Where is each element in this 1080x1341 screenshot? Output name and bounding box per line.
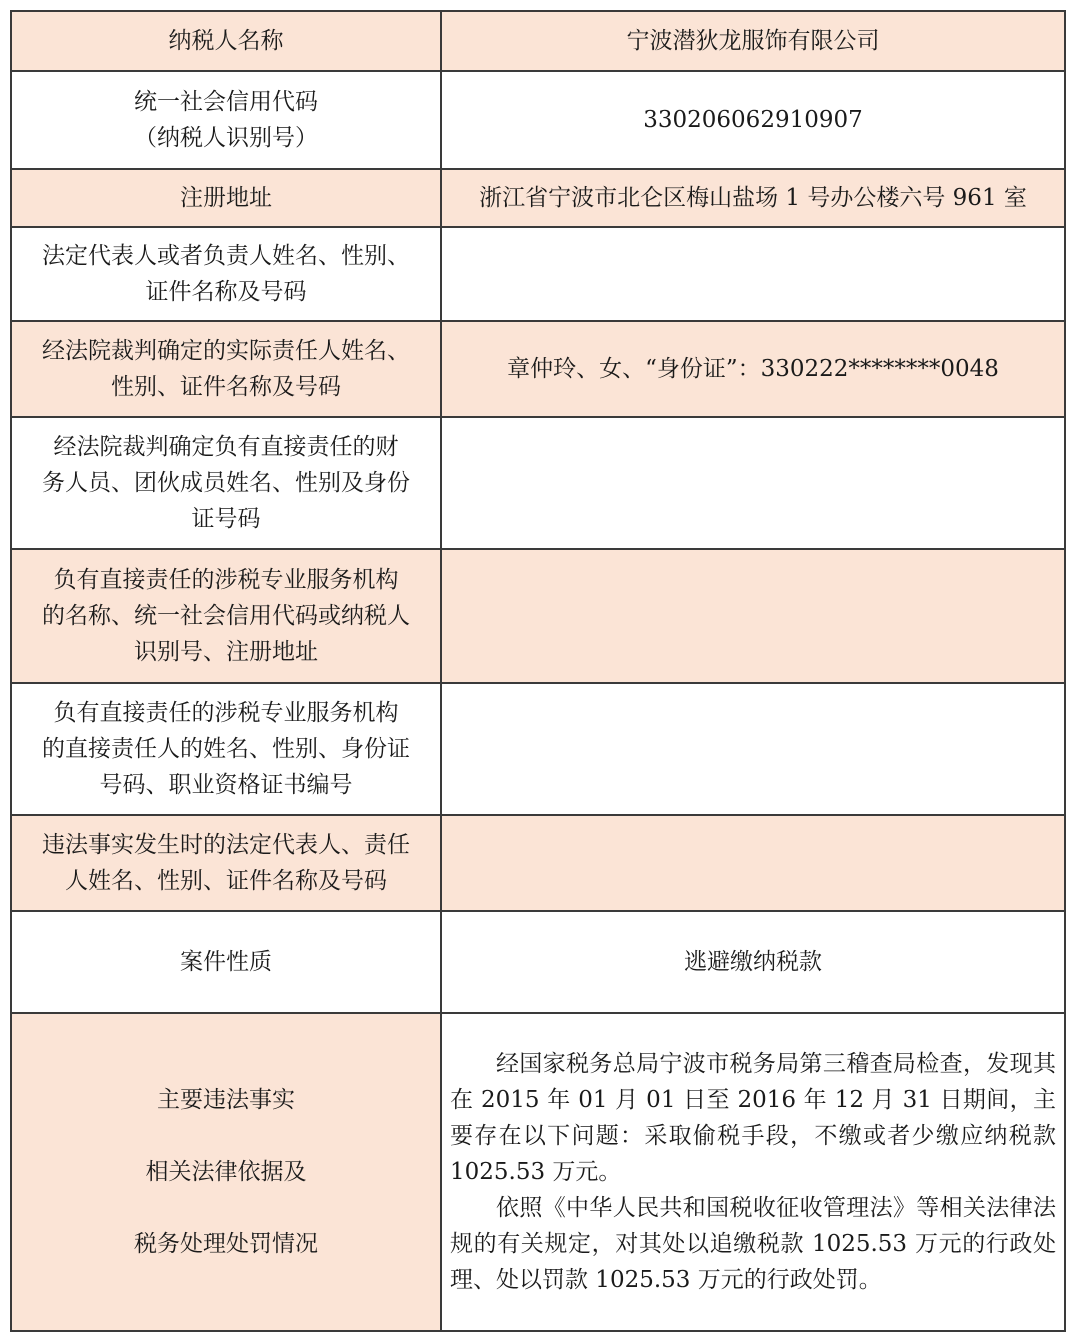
row-case-nature [11, 911, 1065, 1013]
value-main-facts [441, 1013, 1065, 1331]
row-violation-time-representative [11, 815, 1065, 911]
label-main-facts [11, 1013, 441, 1331]
value-agency-responsible-person [441, 683, 1065, 815]
label-agency-responsible-person: 负有直接责任的涉税专业服务机构 的直接责任人的姓名、性别、身份证 号码、职业资格证书编号 [11, 683, 441, 815]
label-violation-time-representative: 违法事实发生时的法定代表人、责任 人姓名、性别、证件名称及号码 [11, 815, 441, 911]
row-agency-responsible-person [11, 683, 1065, 815]
label-legal-representative: 法定代表人或者负责人姓名、性别、 证件名称及号码 [11, 227, 441, 321]
value-case-nature: 逃避缴纳税款 [441, 911, 1065, 1013]
facts-label-line3: 税务处理处罚情况 [134, 1231, 318, 1257]
facts-label-line1: 主要违法事实 [157, 1087, 295, 1113]
value-taxpayer-name: 宁波潜狄龙服饰有限公司 [441, 11, 1065, 71]
value-finance-personnel [441, 417, 1065, 549]
value-credit-code: 330206062910907 [441, 71, 1065, 169]
row-service-agency [11, 549, 1065, 683]
row-finance-personnel [11, 417, 1065, 549]
facts-paragraph-2: 依照《中华人民共和国税收征收管理法》等相关法律法规的有关规定，对其处以追缴税款 1025.53 万元的行政处理、处以罚款 1025.53 万元的行政处罚。 [450, 1195, 1056, 1293]
value-actual-responsible-person: 章仲玲、女、“身份证”：330222********0048 [441, 321, 1065, 417]
value-registered-address: 浙江省宁波市北仑区梅山盐场 1 号办公楼六号 961 室 [441, 169, 1065, 227]
facts-paragraph-1: 经国家税务总局宁波市税务局第三稽查局检查，发现其在 2015 年 01 月 01 日至 2016 年 12 月 31 日期间，主要存在以下问题：采取偷税手段，不缴或者少缴应纳税款 1025.53 万元。 [450, 1051, 1056, 1185]
label-registered-address: 注册地址 [11, 169, 441, 227]
label-actual-responsible-person: 经法院裁判确定的实际责任人姓名、 性别、证件名称及号码 [11, 321, 441, 417]
label-taxpayer-name: 纳税人名称 [11, 11, 441, 71]
label-credit-code: 统一社会信用代码 （纳税人识别号） [11, 71, 441, 169]
label-service-agency: 负有直接责任的涉税专业服务机构 的名称、统一社会信用代码或纳税人 识别号、注册地址 [11, 549, 441, 683]
row-taxpayer-name [11, 11, 1065, 71]
label-finance-personnel: 经法院裁判确定负有直接责任的财 务人员、团伙成员姓名、性别及身份 证号码 [11, 417, 441, 549]
row-credit-code [11, 71, 1065, 169]
label-case-nature: 案件性质 [11, 911, 441, 1013]
row-legal-representative [11, 227, 1065, 321]
facts-label-line2: 相关法律依据及 [145, 1159, 307, 1185]
value-violation-time-representative [441, 815, 1065, 911]
row-actual-responsible-person [11, 321, 1065, 417]
row-registered-address [11, 169, 1065, 227]
value-legal-representative [441, 227, 1065, 321]
row-main-facts [11, 1013, 1065, 1331]
taxpayer-info-table [10, 10, 1066, 1332]
value-service-agency [441, 549, 1065, 683]
